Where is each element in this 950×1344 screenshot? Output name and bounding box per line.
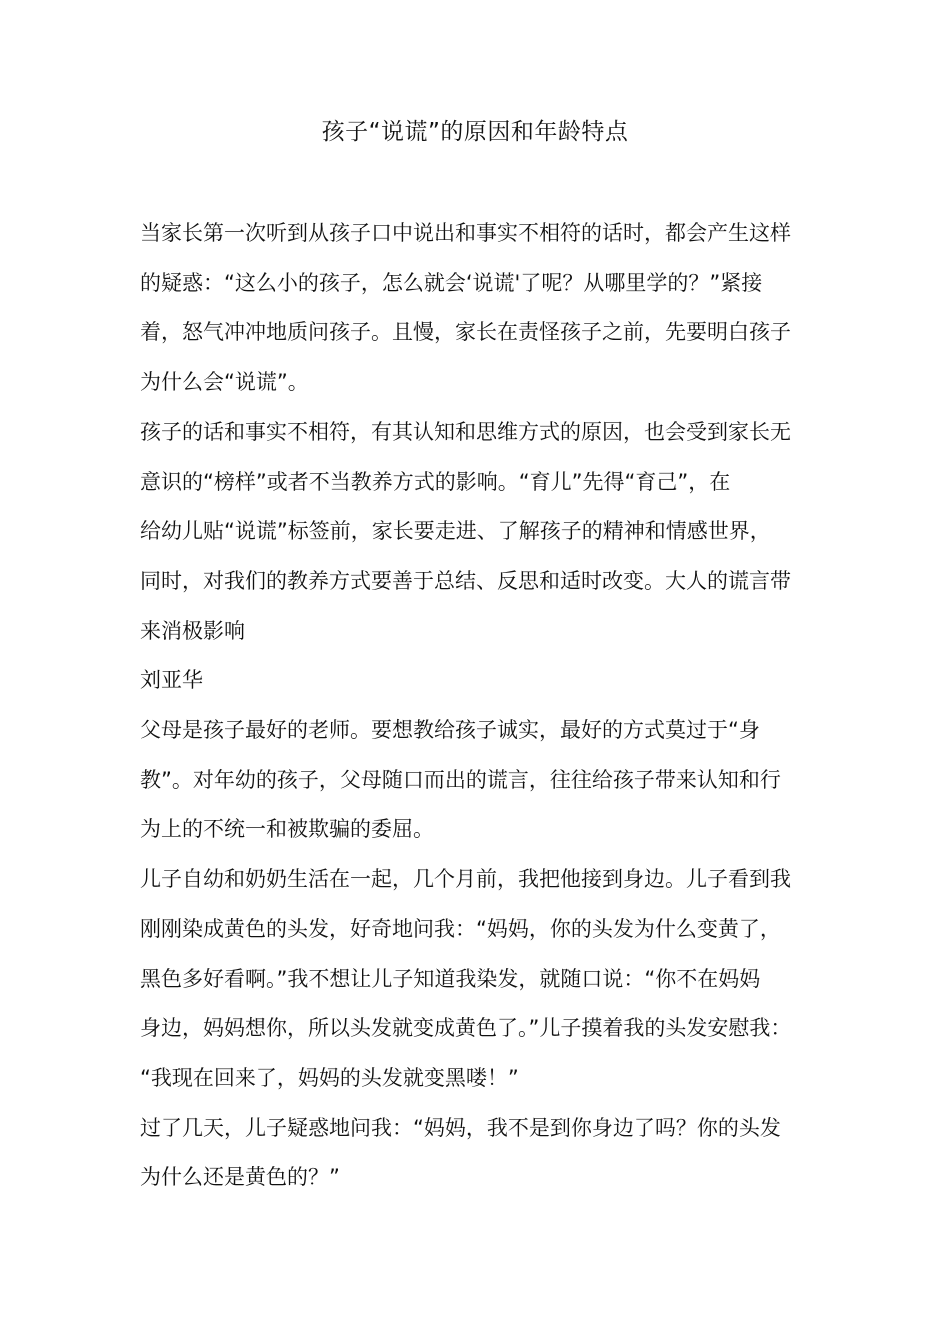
paragraph-story xyxy=(140,855,830,1104)
paragraph-reasons xyxy=(140,408,830,657)
text-line: 教”。对年幼的孩子，父母随口而出的谎言，往往给孩子带来认知和行 xyxy=(140,767,781,792)
text-line: 当家长第一次听到从孩子口中说出和事实不相符的话时，都会产生这样 xyxy=(140,221,791,245)
author-name xyxy=(140,656,830,706)
text-line: 意识的“榜样”或者不当教养方式的影响。“育儿”先得“育己”，在 xyxy=(140,469,731,494)
text-line: 给幼儿贴“说谎”标签前，家长要走进、了解孩子的精神和情感世界， xyxy=(140,519,771,544)
text-line: 的疑惑：“这么小的孩子，怎么就会‘说谎'了呢？从哪里学的？”紧接 xyxy=(140,270,763,295)
document-body xyxy=(140,209,830,1203)
author-line: 刘亚华 xyxy=(140,668,203,693)
text-line: 过了几天，儿子疑惑地问我：“妈妈，我不是到你身边了吗？你的头发 xyxy=(140,1115,781,1140)
text-line: 身边，妈妈想你，所以头发就变成黄色了。”儿子摸着我的头发安慰我： xyxy=(140,1016,792,1041)
text-line: 为上的不统一和被欺骗的委屈。 xyxy=(140,817,434,842)
text-line: 父母是孩子最好的老师。要想教给孩子诚实，最好的方式莫过于“身 xyxy=(140,718,760,743)
text-line: “我现在回来了，妈妈的头发就变黑喽！” xyxy=(140,1065,519,1090)
paragraph-followup xyxy=(140,1104,830,1203)
text-line: 为什么还是黄色的？” xyxy=(140,1165,340,1190)
text-line: 孩子的话和事实不相符，有其认知和思维方式的原因，也会受到家长无 xyxy=(140,419,791,444)
document-title: 孩子“说谎”的原因和年龄特点 xyxy=(321,119,629,145)
text-line: 同时，对我们的教养方式要善于总结、反思和适时改变。大人的谎言带 xyxy=(140,568,791,593)
section-heading-line: 来消极影响 xyxy=(140,618,245,643)
text-line: 刚刚染成黄色的头发，好奇地问我：“妈妈，你的头发为什么变黄了， xyxy=(140,916,781,941)
paragraph-parents xyxy=(140,706,830,855)
text-line: 着，怒气冲冲地质问孩子。且慢，家长在责怪孩子之前，先要明白孩子 xyxy=(140,320,791,345)
text-line: 儿子自幼和奶奶生活在一起，几个月前，我把他接到身边。儿子看到我 xyxy=(140,867,791,892)
paragraph-intro xyxy=(140,209,830,408)
text-line: 黑色多好看啊。”我不想让儿子知道我染发，就随口说：“你不在妈妈 xyxy=(140,966,761,991)
text-line: 为什么会“说谎”。 xyxy=(140,370,309,395)
